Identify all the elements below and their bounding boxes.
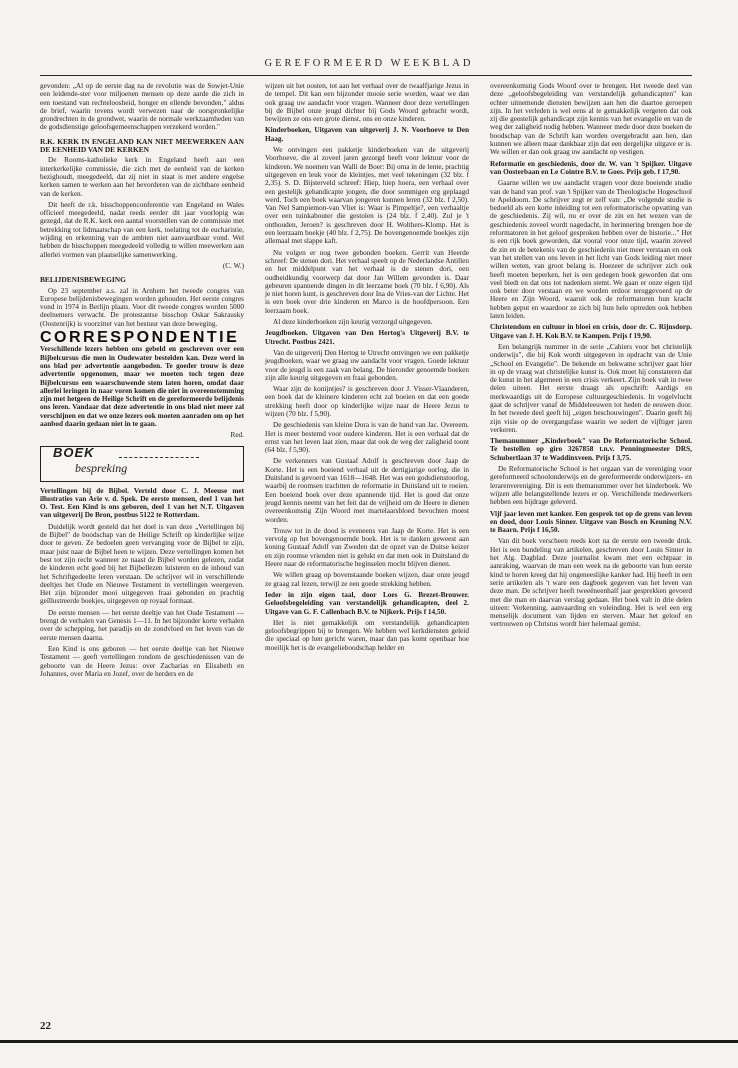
paragraph: We ontvingen een pakketje kinderboeken van de uitgeverij Voorhoeve, die al zoveel jaren gezorgd heeft voor lektuur voor de kinderen. We noemen van Walli de Boer: Bij oma in de lente, prachtig uitgegeven en leuk voor de kleintjes, met veel tekeningen (32 blz. f 2,35). S. D. Bijsterveld schreef: Hiep, hiep hoera, een verhaal over een gestelijk gehandicapte jongen, die door sommigen erg geplaagd werd. Toch een boek waarvan jongeren kunnen leren (32 blz. f 2,50). Van Nel Sampiemon-van Vliet is: Waar is Pimpeltje?, een verhaaltje over een tuinkabouter die gestolen is (24 blz. f 2,40). Zul je 't onthouden, Jeroen? is geschreven door H. Wolthers-Klomp. Het is een leerzaam boekje (40 blz. f 2,75). De bovengenoemde boekjes zijn allemaal met slappe kaft. (265, 146, 469, 246)
boekbespreking-banner (40, 446, 244, 482)
correspondentie-body: Verschillende lezers hebben ons gebeld en geschreven over een Bijbelcursus die men in Oudewater bestelden kan. Deze werd in ons blad per advertentie aangeboden. Te goeder trouw is deze advertentie opgenomen, maar we moeten toch tegen deze Bijbelcursus een waarschuwende stem laten horen, omdat daar allerlei leringen in naar voren komen die niet in overeenstemming zijn met hetgeen de Heilige Schrift en de gereformeerde belijdenis ons leren. Vandaar dat deze advertentie in ons blad niet meer zal verschijnen en dat we onze lezers ook moeten aanraden om op het aanbod daarin gedaan niet in te gaan. (40, 345, 244, 428)
paragraph: We willen graag op bovenstaande boeken wijzen, daar onze jeugd ze graag zal lezen, terwijl ze een goede strekking hebben. (265, 571, 469, 588)
bottom-rule (0, 1040, 738, 1043)
paragraph: Nu volgen er nog twee gebonden boeken. Gerrit van Heerde schreef: De stenen dori. Het verhaal speelt op de Nederlandse Antillen en het middelpunt van het verhaal is de stenen dori, een oudheidkundig voorwerp dat door Jan Willem gevonden is. Daar gebeuren spannende dingen in dit leerzame boek (70 blz. f 6,90). Als je niet horen kunt, is geschreven door Ina de Vries-van der Lichte. Het is een boek over drie kinderen en Marco is de hoofdpersoon. Een leerzaam boek. (265, 248, 469, 315)
book-entry: Vijf jaar leven met kanker. Een gesprek tot op de grens van leven en dood, door Louis Sinner. Uitgave van Bosch en Keuning N.V. te Baarn. Prijs f 16,50. (490, 509, 692, 535)
header-rule (40, 75, 692, 76)
section-heading: BELIJDENISBEWEGING (40, 275, 126, 285)
paragraph: Duidelijk wordt gesteld dat het doel is van deze „Vertellingen bij de Bijbel" de boodschap van de Heilige Schrift op kinderlijke wijze door te geven. Ze bedoelen geen vervanging voor de Bijbel te zijn, maar juist naar de Bijbel heen te wijzen. Deze vertellingen komen het best tot zijn recht wanneer ze naast de Bijbel worden gelezen, zodat de kinderen echt goed bij het Bijbellezen luisteren en de inhoud van het Schriftgedeelte leren verstaan. De schrijver wil in verschillende deeltjes het Oude en Nieuwe Testament in vertellingen weergeven. Het zijn bijzonder mooi uitgegeven fraai gebonden en prachtig geïllustreerde boekjes, uitgegeven op royaal formaat. (40, 522, 244, 606)
paragraph: Trouw tot in de dood is eveneens van Jaap de Korte. Het is een vervolg op het bovengenoemde boek. Het is te danken geweest aan koning Gustaaf Adolf van Zweden dat de opzet van de Duitse keizer en zijn roomse vrienden niet is gelukt en dat men ook in Duitsland de Heere naar de reformatorische beginselen mocht blijven dienen. (265, 526, 469, 569)
book-entry: Ieder in zijn eigen taal, door Loes G. Brezet-Brouwer. Geloofsbegeleiding van verstandelijk gehandicapten, deel 2. Uitgave van G. F. Callenbach B.V. te Nijkerk. Prijs f 14,50. (265, 590, 469, 616)
column-2 (265, 82, 469, 655)
signature: Red. (230, 431, 244, 440)
page-header: GEREFORMEERD WEEKBLAD (264, 58, 474, 69)
book-entry: Christendom en cultuur in bloei en crisis, door dr. C. Rijnsdorp. Uitgave van J. H. Kok B.V. te Kampen. Prijs f 19,90. (490, 323, 692, 340)
decorative-line (119, 457, 199, 458)
paragraph: Een Kind is ons geboren — het eerste deeltje van het Nieuwe Testament — geeft vertellingen rondom de geschiedenissen van de geboorte van de Heere Jezus: over Zacharias en Elisabeth en Johannes, over Maria en Jozef, over de herders en de (40, 644, 244, 678)
column-1 (40, 82, 244, 681)
section-heading: R.K. KERK IN ENGELAND KAN NIET MEEWERKEN AAN DE EENHEID VAN DE KERKEN (40, 136, 244, 155)
paragraph: Een belangrijk nummer in de serie „Cahiers voor het christelijk onderwijs", die bij Kok wordt uitgegeven in opdracht van de Unie „School en Evangelie". De bekende en bekwame schrijver gaat hier in op de vraag wat christelijke kunst is. Ook moet hij constateren dat de kunst in het algemeen in een crisis verkeert. Zijn boek valt in twee delen uiteen. Het eerste draagt als opschrift: Aardigs en merkwaardigs uit de Europese cultuurgeschiedenis. In vogelvlucht gaat de schrijver vanaf de Middeleeuwen tot heden de eeuwen door. In het tweede deel geeft hij „eigen beschouwingen". Daarin geeft hij zijn visie op de overgangsfase waarin we sedert de vijftiger jaren verkeren. (490, 342, 692, 434)
paragraph: Gaarne willen we uw aandacht vragen voor deze boeiende studie van de hand van prof. van 't Spijker van de Theologische Hogeschool te Apeldoorn. De schrijver zegt er zelf van: „De volgende studie is bedoeld als een korte inleiding tot een reformatorische opvatting van de geschiedenis. Zij wil, nu er over de zin en het wezen van de geschiedenis zoveel wordt nagedacht, in herinnering brengen hoe de reformatoren in het geloof gesproken hebben over de historie..." Het is een rijk boek geworden, dat vooral voor onze tijd, waarin zoveel de zin en de betekenis van de geschiedenis niet meer verstaan en ook van het stellen van ons leven in het licht van Gods leiding niet meer willen weten, van groot belang is. Hoezeer de schrijver zich ook heeft moeten beperken, het is een gedegen boek geworden dat ons veel biedt en dat ons tot nadenken stemt. We gaan er onze eigen tijd ook beter door verstaan en we worden erdoor teruggevoerd op de Heere en Zijn Woord, waaruit ook de reformatoren hun kracht hebben geput en waardoor ze zich bij hun hele optreden ook hebben laten leiden. (490, 179, 692, 321)
paragraph: De verkenners van Gustaaf Adolf is geschreven door Jaap de Korte. Het is een boeiend verhaal uit de dertigjarige oorlog, die in Duitsland is gevoerd van 1618—1648. Het was een godsdienstoorlog, waarbij de roomsen trachtten de reformatie in Duitsland uit te roeien. Een boeiend boek over deze spannende tijd. Het is goed dat onze jeugd kennis neemt van het feit dat de vrijheid om de Heere te dienen overeenkomstig Zijn Woord met martelaarsbloed bevochten moest worden. (265, 457, 469, 524)
column-3 (490, 82, 692, 632)
paragraph: Op 23 september a.s. zal in Arnhem het tweede congres van Europese belijdenisbewegingen worden gehouden. Het eerste congres vond in 1974 in Berlijn plaats. Voor dit tweede congres worden 5000 deelnemers verwacht. De protestantse bisschop Oskar Sakrausky (Oostenrijk) is voorzitter van het bestuur van deze beweging. (40, 286, 244, 328)
paragraph: Van dit boek verscheen reeds kort na de eerste een tweede druk. Het is een bundeling van artikelen, geschreven door Louis Sinner in het Alg. Dagblad. Deze journalist kwam met een echtpaar in aanraking, waarvan de man een week na de geboorte van hun eerste kind te horen kreeg dat hij ongeneeslijke kanker had. Hij heeft in een serie artikelen als 't ware een dagboek gegeven van het leven van deze man. De schrijver heeft tweeëneenhalf jaar gesprekken gevoerd met die man en daarvan verslag gedaan. Het boek valt in drie delen uiteen: Verkenning, aanvaarding en voleinding. Het is wel een erg menselijk document van lijden en sterven. Maar het geloof en vertrouwen op Christus wordt hier helemaal gemist. (490, 537, 692, 629)
signature: (C. W.) (222, 261, 244, 270)
paragraph: De geschiedenis van kleine Dora is van de hand van Jac. Overeem. Het is meer bestemd voor oudere kinderen. Het is een verhaal dat de ernst van het leven laat zien, maar dat ook de weg der zaligheid toont (64 blz. f 5,90). (265, 421, 469, 455)
bespreking-label: bespreking (75, 460, 128, 475)
paragraph: Van de uitgeverij Den Hertog te Utrecht ontvingen we een pakketje jeugdboeken, waar we graag uw aandacht voor vragen. Goede lektuur voor de jeugd is een zaak van belang. De hieronder genoemde boeken zijn alle keurig uitgegeven en fraai gebonden. (265, 348, 469, 382)
paragraph: overeenkomstig Gods Woord over te brengen. Het tweede deel van deze „geloofsbegeleiding van verstandelijk gehandicapten" kan echter uitnemende diensten bewijzen aan hen die daartoe geroepen zijn. In het verleden is wel eens al te gemakkelijk vergeten dat ook zij die geestelijk gehandicapt zijn kennis van het evangelie en van de weg der zaligheid nodig hebben. Wanneer mede door deze boeken de boodschap van de Schrift kan worden overgebracht aan hen, dan kunnen we alleen maar dankbaar zijn dat een dergelijke uitgave er is. We willen er dan ook graag uw aandacht op vestigen. (490, 82, 692, 157)
paragraph: Al deze kinderboeken zijn keurig verzorgd uitgegeven. (273, 318, 433, 327)
paragraph: wijzen uit het oosten, tot aan het verhaal over de twaalfjarige Jezus in de tempel. Dit kan een bijzonder mooie serie worden, waar we dan ook graag uw aandacht voor vragen. Wanneer door deze vertellingen bij de Bijbel onze jeugd dichter bij Gods Woord gebracht wordt, bewijzen ze ons een grote dienst, ons en onze kinderen. (265, 82, 469, 124)
book-entry: Vertellingen bij de Bijbel. Verteld door C. J. Meeuse met illustraties van Arie v. d. Spek. De eerste mensen, deel 1 van het O. Test. Een Kind is ons geboren, deel 1 van het N.T. Uitgaven van uitgeverij De Bron, postbus 5122 te Rotterdam. (40, 486, 244, 520)
page-number: 22 (40, 1020, 51, 1032)
paragraph: De eerste mensen — het eerste deeltje van het Oude Testament — brengt de verhalen van Genesis 1—11. In het bijzonder korte verhalen over de schepping, het paradijs en de zondvloed en het leven van de eerste mensen daarna. (40, 608, 244, 642)
boek-label: BOEK (53, 444, 95, 460)
paragraph: Het is niet gemakkelijk om verstandelijk gehandicapten geloofsbegrippen bij te brengen. We hebben wel kerkdiensten geleid die speciaal op hen gericht waren, maar dan pas komt openbaar hoe moeilijk het is de evangelieboodschap helder en (265, 618, 469, 652)
book-entry: Reformatie en geschiedenis, door dr. W. van 't Spijker. Uitgave van Oosterbaan en Le Cointre B.V. te Goes. Prijs geb. f 17,90. (490, 159, 692, 176)
paragraph: De Rooms-katholieke kerk in Engeland heeft aan een interkerkelijke commissie, die zich met de eenheid van de kerken bezighoudt, meegedeeld, dat zij niet in staat is met andere engelse kerken samen te werken aan het bevorderen van de zichtbare eenheid van de kerken. (40, 156, 244, 198)
book-entry: Kinderboeken, Uitgaven van uitgeverij J. N. Voorhoeve te Den Haag. (265, 126, 469, 143)
book-entry: Themanummer „Kinderboek" van De Reformatorische School. Te bestellen op giro 3267858 t.n.v. Penningmeester DRS, Schubertlaan 37 te Waddinxveen. Prijs f 3,75. (490, 437, 692, 462)
paragraph: Waar zijn de konijntjes? is geschreven door J. Visser-Vlaanderen, een boek dat de kleinere kinderen echt zal boeien en dat een goede strekking heeft door op kinderlijke wijze naar de Heere Jezus te wijzen (70 blz. f 5,90). (265, 385, 469, 418)
paragraph: gevonden: „Al op de eerste dag na de revolutie was de Sowjet-Unie een leidende-ster voor miljoenen mensen op deze aarde die zich in een toestand van rechteloosheid, honger en ellende bevonden," aldus de brief, waarin tevens wordt verwezen naar de oorspronkelijke grondrechten in de grondwet, waarin de normale werkzaamheden van de godsdienstige geloofsgemeenschappen verzekerd worden." (40, 82, 244, 132)
paragraph: De Reformatorische School is het orgaan van de vereniging voor gereformeerd schoolonderwijs en de gereformeerde onderwijzers- en lerarenvereniging. Dit is een themanummer over het kinderboek. We wijzen alle belangstellende lezers er op. Verschillende medewerkers hebben een bijdrage geleverd. (490, 465, 692, 507)
paragraph: Dit heeft de r.k. bisschoppenconferentie van Engeland en Wales officieel meegedeeld, nadat reeds eerder dit jaar voorlopig was gezegd, dat de R.K. kerk een aantal voorstellen van de commissie met betrekking tot lidmaatschap van een kerk, toelating tot de eucharistie, wijding en erkenning van de ambten niet aanvaardbaar vond. Wel hebben de bisschoppen meegedeeld volledig te willen meewerken aan allerlei vormen van plaatselijke samenwerking. (40, 200, 244, 259)
book-entry: Jeugdboeken. Uitgaven van Den Hertog's Uitgeverij B.V. te Utrecht. Postbus 2421. (265, 329, 469, 346)
correspondentie-title: CORRESPONDENTIE (40, 329, 240, 347)
